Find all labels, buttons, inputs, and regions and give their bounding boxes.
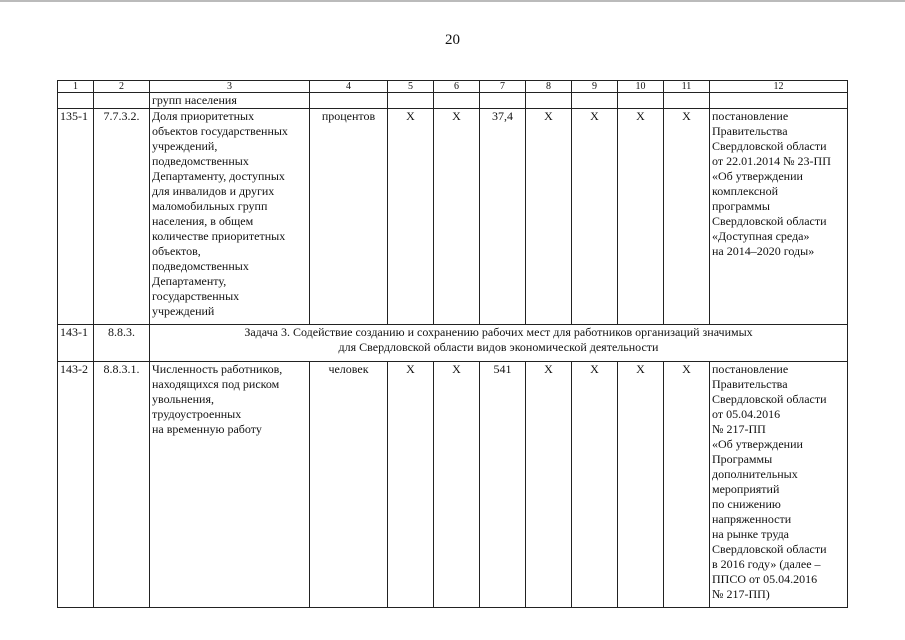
row-number: 135-1 [58,109,94,325]
cell-value: Х [664,362,710,608]
cell-value: Х [434,109,480,325]
column-number: 4 [310,81,388,93]
column-number: 2 [94,81,150,93]
unit: человек [310,362,388,608]
continuation-row [58,93,848,109]
column-number: 6 [434,81,480,93]
row-number: 143-1 [58,325,94,362]
cell-value: 541 [480,362,526,608]
cell-value: Х [526,362,572,608]
column-number: 5 [388,81,434,93]
cell-value: Х [572,362,618,608]
indicator-name: Численность работников, находящихся под риском увольнения, трудоустроенных на временную работу [150,362,310,608]
cell-value: Х [618,362,664,608]
column-number: 10 [618,81,664,93]
unit: процентов [310,109,388,325]
cell-value: Х [526,109,572,325]
cell-value: Х [618,109,664,325]
cell-value: Х [388,362,434,608]
column-number: 8 [526,81,572,93]
page-number: 20 [445,32,460,48]
cell-value: Х [388,109,434,325]
row-code: 8.8.3. [94,325,150,362]
source-document: постановление Правительства Свердловской области от 22.01.2014 № 23-ПП «Об утверждении комплексной программы Свердловской области «Доступная среда» на 2014–2020 годы» [710,109,848,325]
source-document: постановление Правительства Свердловской области от 05.04.2016 № 217-ПП «Об утверждении Программы дополнительных мероприятий по снижению напряженности на рынке труда Свердловской области в 2016 году» (далее – ППСО от 05.04.2016 № 217-ПП) [710,362,848,608]
table-row [58,362,848,608]
indicator-name-continuation: групп населения [150,93,310,109]
column-number-row [58,81,848,93]
task-row [58,325,848,362]
column-number: 11 [664,81,710,93]
column-number: 12 [710,81,848,93]
row-number: 143-2 [58,362,94,608]
cell-value: Х [572,109,618,325]
column-number: 7 [480,81,526,93]
task-title: Задача 3. Содействие созданию и сохранению рабочих мест для работников организаций значимых для Свердловской области видов экономической деятельности [150,325,848,362]
cell-value: 37,4 [480,109,526,325]
column-number: 9 [572,81,618,93]
indicator-name: Доля приоритетных объектов государственных учреждений, подведомственных Департаменту, доступных для инвалидов и других маломобильных групп населения, в общем количестве приоритетных объектов, подведомственных Департаменту, государственных учреждений [150,109,310,325]
cell-value: Х [434,362,480,608]
row-code: 8.8.3.1. [94,362,150,608]
cell-value: Х [664,109,710,325]
column-number: 3 [150,81,310,93]
table-row [58,109,848,325]
row-code: 7.7.3.2. [94,109,150,325]
column-number: 1 [58,81,94,93]
page-top-edge [0,0,905,2]
indicators-table [57,80,848,608]
